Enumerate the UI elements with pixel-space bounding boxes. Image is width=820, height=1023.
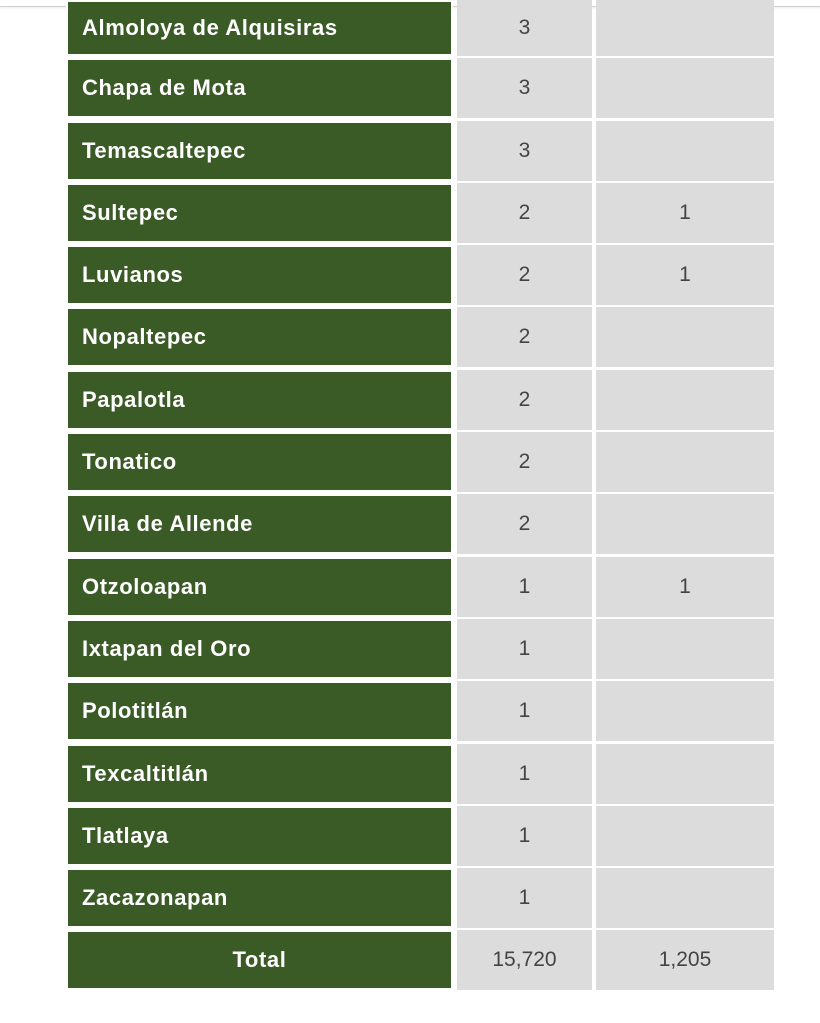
table-row: [66, 307, 774, 367]
municipality-name-cell: Texcaltitlán: [66, 744, 453, 804]
total-value-cell-2: 1,205: [596, 930, 774, 990]
value-cell-1: 2: [457, 307, 592, 367]
value-cell-2: [596, 681, 774, 741]
table-row: [66, 183, 774, 243]
table-row: [66, 619, 774, 679]
municipality-name-cell: Luvianos: [66, 245, 453, 305]
table-row: [66, 245, 774, 305]
municipality-name-cell: Papalotla: [66, 370, 453, 430]
municipality-name-cell: Villa de Allende: [66, 494, 453, 554]
total-value-cell-1: 15,720: [457, 930, 592, 990]
table-row: [66, 0, 774, 56]
value-cell-2: [596, 58, 774, 118]
table-row: [66, 494, 774, 554]
municipality-name-cell: Ixtapan del Oro: [66, 619, 453, 679]
value-cell-1: 1: [457, 868, 592, 928]
value-cell-2: 1: [596, 245, 774, 305]
value-cell-2: [596, 806, 774, 866]
table-row: [66, 432, 774, 492]
value-cell-2: [596, 744, 774, 804]
value-cell-2: [596, 494, 774, 554]
municipality-name-cell: Tlatlaya: [66, 806, 453, 866]
municipality-name-cell: Nopaltepec: [66, 307, 453, 367]
value-cell-1: 3: [457, 58, 592, 118]
value-cell-1: 2: [457, 432, 592, 492]
value-cell-2: [596, 370, 774, 430]
municipality-table: [66, 0, 774, 993]
table-row: [66, 744, 774, 804]
value-cell-2: [596, 0, 774, 56]
value-cell-2: [596, 619, 774, 679]
table-row: [66, 58, 774, 118]
municipality-name-cell: Tonatico: [66, 432, 453, 492]
value-cell-2: [596, 432, 774, 492]
table-row: [66, 681, 774, 741]
value-cell-1: 2: [457, 494, 592, 554]
value-cell-2: [596, 307, 774, 367]
table-row: [66, 868, 774, 928]
municipality-name-cell: Almoloya de Alquisiras: [66, 0, 453, 56]
table-row: [66, 370, 774, 430]
municipality-name-cell: Sultepec: [66, 183, 453, 243]
value-cell-2: 1: [596, 183, 774, 243]
value-cell-1: 2: [457, 370, 592, 430]
value-cell-2: [596, 868, 774, 928]
municipality-name-cell: Temascaltepec: [66, 121, 453, 181]
municipality-name-cell: Chapa de Mota: [66, 58, 453, 118]
value-cell-1: 1: [457, 557, 592, 617]
total-label-cell: Total: [66, 930, 453, 990]
total-row: [66, 930, 774, 990]
value-cell-2: 1: [596, 557, 774, 617]
value-cell-1: 3: [457, 0, 592, 56]
municipality-name-cell: Zacazonapan: [66, 868, 453, 928]
value-cell-1: 1: [457, 681, 592, 741]
value-cell-1: 1: [457, 744, 592, 804]
value-cell-1: 2: [457, 183, 592, 243]
value-cell-2: [596, 121, 774, 181]
table-row: [66, 806, 774, 866]
value-cell-1: 1: [457, 619, 592, 679]
table-row: [66, 121, 774, 181]
value-cell-1: 2: [457, 245, 592, 305]
value-cell-1: 1: [457, 806, 592, 866]
value-cell-1: 3: [457, 121, 592, 181]
municipality-name-cell: Polotitlán: [66, 681, 453, 741]
municipality-name-cell: Otzoloapan: [66, 557, 453, 617]
table-row: [66, 557, 774, 617]
